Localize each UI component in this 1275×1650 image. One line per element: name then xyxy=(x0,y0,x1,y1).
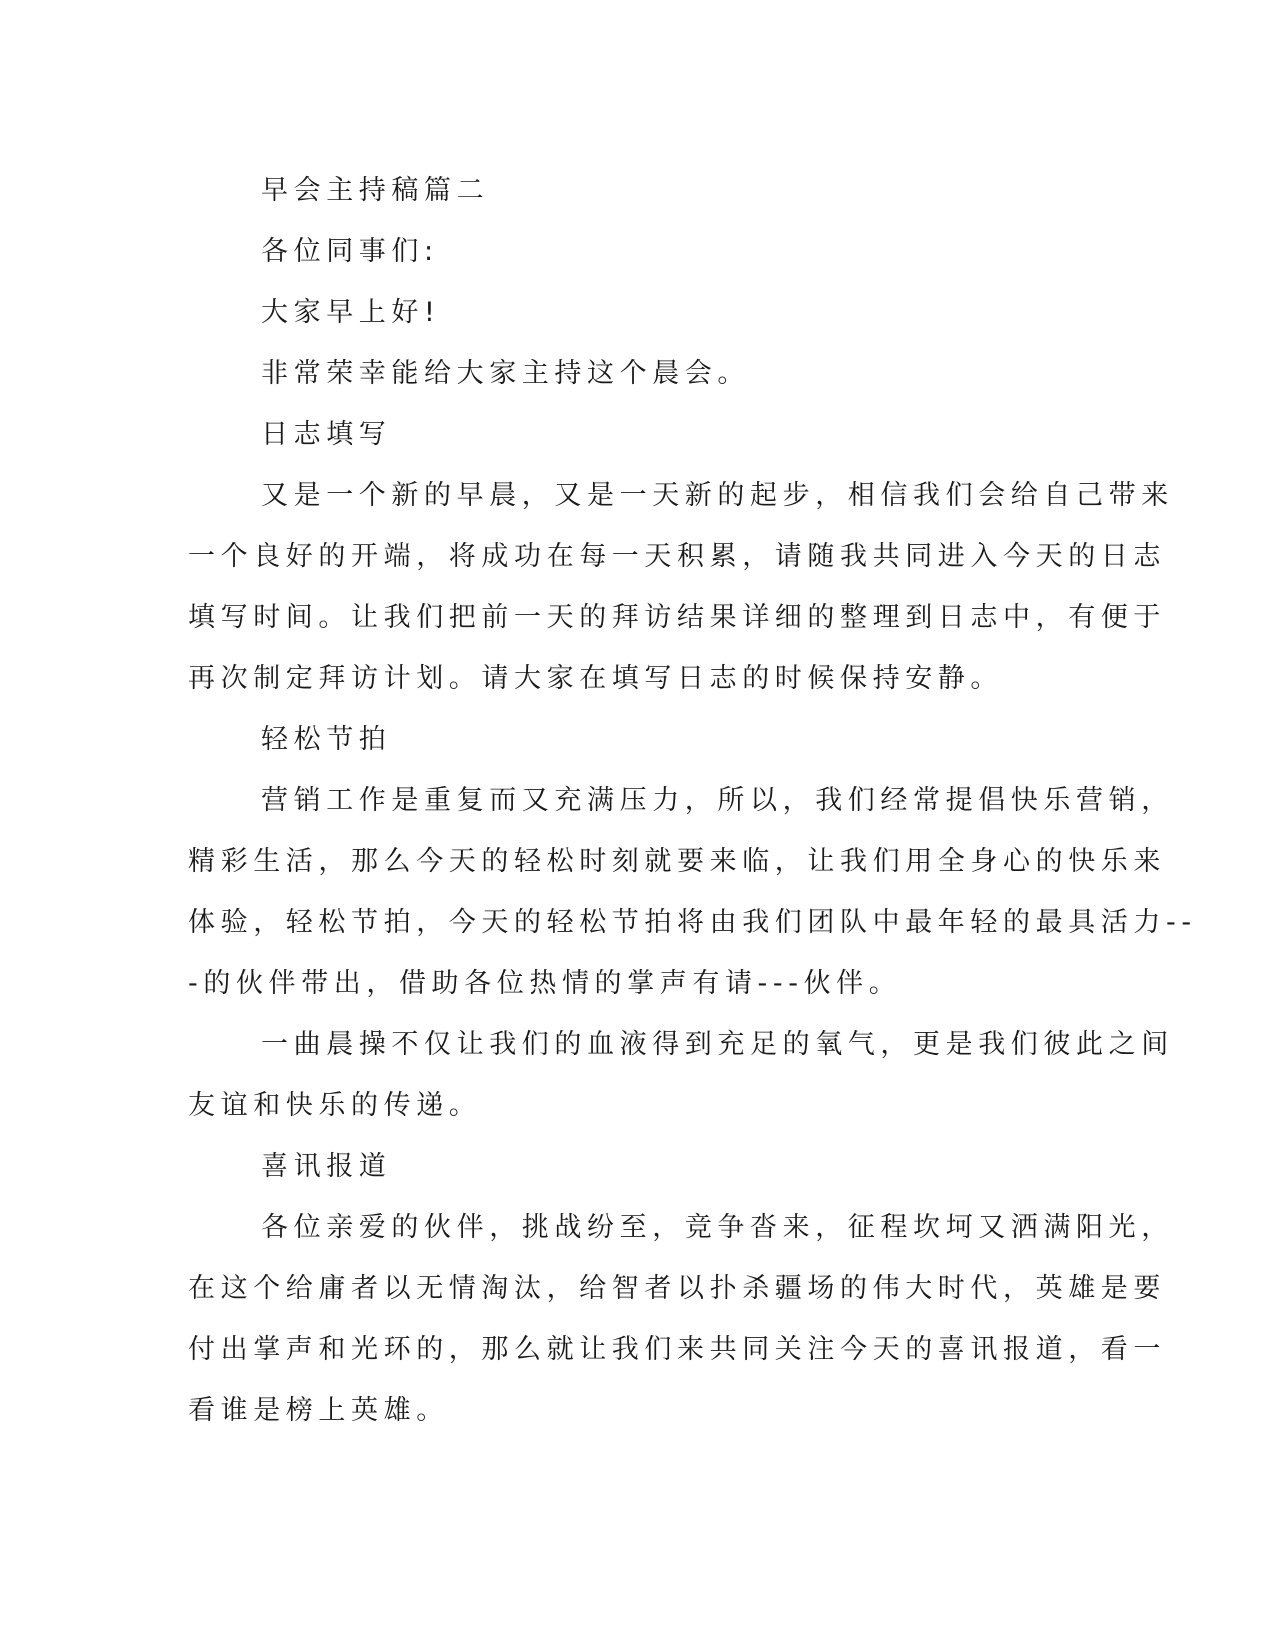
document-title: 早会主持稿篇二 xyxy=(261,175,490,206)
paragraph-line: 再次制定拜访计划。请大家在填写日志的时候保持安静。 xyxy=(188,663,1003,694)
paragraph-line: 一曲晨操不仅让我们的血液得到充足的氧气，更是我们彼此之间 xyxy=(261,1029,1174,1060)
paragraph-line: 填写时间。让我们把前一天的拜访结果详细的整理到日志中，有便于 xyxy=(188,602,1166,633)
document-body xyxy=(188,160,1197,1441)
paragraph-line: 精彩生活，那么今天的轻松时刻就要来临，让我们用全身心的快乐来 xyxy=(188,846,1166,877)
paragraph-line: 看谁是榜上英雄。 xyxy=(188,1395,449,1426)
intro-line: 非常荣幸能给大家主持这个晨会。 xyxy=(261,358,750,389)
paragraph-line: 付出掌声和光环的，那么就让我们来共同关注今天的喜讯报道，看一 xyxy=(188,1334,1166,1365)
paragraph-line: 一个良好的开端，将成功在每一天积累，请随我共同进入今天的日志 xyxy=(188,541,1166,572)
paragraph-line: 又是一个新的早晨，又是一天新的起步，相信我们会给自己带来 xyxy=(261,480,1174,511)
paragraph-line: 友谊和快乐的传递。 xyxy=(188,1090,482,1121)
section-heading-log: 日志填写 xyxy=(261,419,392,450)
paragraph-line: -的伙伴带出，借助各位热情的掌声有请---伙伴。 xyxy=(188,968,902,999)
paragraph-line: 体验，轻松节拍，今天的轻松节拍将由我们团队中最年轻的最具活力-- xyxy=(188,907,1197,938)
paragraph-line: 营销工作是重复而又充满压力，所以，我们经常提倡快乐营销， xyxy=(261,785,1174,816)
section-heading-relax: 轻松节拍 xyxy=(261,724,392,755)
section-heading-news: 喜讯报道 xyxy=(261,1151,392,1182)
greeting: 大家早上好! xyxy=(261,297,441,328)
salutation: 各位同事们: xyxy=(261,236,439,267)
paragraph-line: 各位亲爱的伙伴，挑战纷至，竞争沓来，征程坎坷又洒满阳光， xyxy=(261,1212,1174,1243)
paragraph-line: 在这个给庸者以无情淘汰，给智者以扑杀疆场的伟大时代，英雄是要 xyxy=(188,1273,1166,1304)
